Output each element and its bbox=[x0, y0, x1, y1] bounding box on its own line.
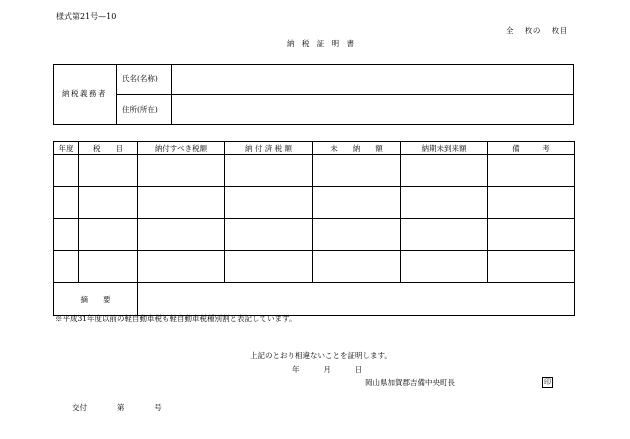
header-not-yet-due: 納期未到来額 bbox=[401, 142, 488, 155]
name-label: 氏名(名称) bbox=[122, 74, 158, 83]
date-line: 年 月 日 bbox=[292, 365, 363, 374]
certification-statement: 上記のとおり相違ないことを証明します。 bbox=[250, 351, 392, 360]
header-amount-paid: 納 付 済 税 額 bbox=[225, 142, 313, 155]
table-row bbox=[54, 251, 575, 283]
taxpayer-box bbox=[53, 64, 574, 125]
form-code: 様式第21号—10 bbox=[56, 12, 117, 21]
table-cell bbox=[225, 219, 313, 251]
table-cell bbox=[488, 251, 575, 283]
tax-table bbox=[53, 141, 575, 316]
sheet-count: 全 枚の 枚目 bbox=[506, 26, 568, 35]
table-cell bbox=[225, 155, 313, 187]
header-amount-due: 納付すべき税額 bbox=[138, 142, 225, 155]
table-cell bbox=[313, 155, 401, 187]
table-cell bbox=[313, 187, 401, 219]
summary-value bbox=[138, 283, 575, 316]
header-tax-item: 税 目 bbox=[79, 142, 138, 155]
issue-number-line: 交付 第 号 bbox=[72, 403, 162, 412]
table-cell bbox=[138, 187, 225, 219]
table-row bbox=[54, 155, 575, 187]
table-row bbox=[54, 219, 575, 251]
table-row bbox=[54, 187, 575, 219]
table-cell bbox=[79, 187, 138, 219]
table-header-row bbox=[54, 142, 575, 155]
header-remarks: 備 考 bbox=[488, 142, 575, 155]
table-cell bbox=[138, 219, 225, 251]
footnote: ※平成31年度以前の軽自動車税も軽自動車税種別割と表記しています。 bbox=[55, 314, 297, 323]
table-cell bbox=[225, 187, 313, 219]
table-cell bbox=[401, 251, 488, 283]
header-fiscal-year: 年度 bbox=[54, 142, 79, 155]
table-cell bbox=[401, 187, 488, 219]
table-cell bbox=[138, 251, 225, 283]
taxpayer-label: 納税義務者 bbox=[62, 89, 107, 98]
document-title: 納 税 証 明 書 bbox=[287, 39, 357, 48]
table-cell bbox=[54, 219, 79, 251]
table-cell bbox=[488, 219, 575, 251]
table-cell bbox=[79, 155, 138, 187]
divider bbox=[116, 94, 573, 95]
summary-row bbox=[54, 283, 575, 316]
table-cell bbox=[401, 155, 488, 187]
table-cell bbox=[225, 251, 313, 283]
table-cell bbox=[138, 155, 225, 187]
table-cell bbox=[401, 219, 488, 251]
table-cell bbox=[313, 251, 401, 283]
table-cell bbox=[54, 155, 79, 187]
table-cell bbox=[54, 187, 79, 219]
address-label: 住所(所在) bbox=[122, 105, 158, 114]
table-cell bbox=[54, 251, 79, 283]
table-cell bbox=[79, 251, 138, 283]
seal-box: 印 bbox=[544, 378, 551, 386]
table-cell bbox=[488, 187, 575, 219]
summary-label: 摘 要 bbox=[54, 283, 138, 316]
header-unpaid: 未 納 額 bbox=[313, 142, 401, 155]
table-cell bbox=[488, 155, 575, 187]
table-cell bbox=[79, 219, 138, 251]
table-cell bbox=[313, 219, 401, 251]
issuer-name: 岡山県加賀郡吉備中央町長 bbox=[365, 378, 455, 387]
